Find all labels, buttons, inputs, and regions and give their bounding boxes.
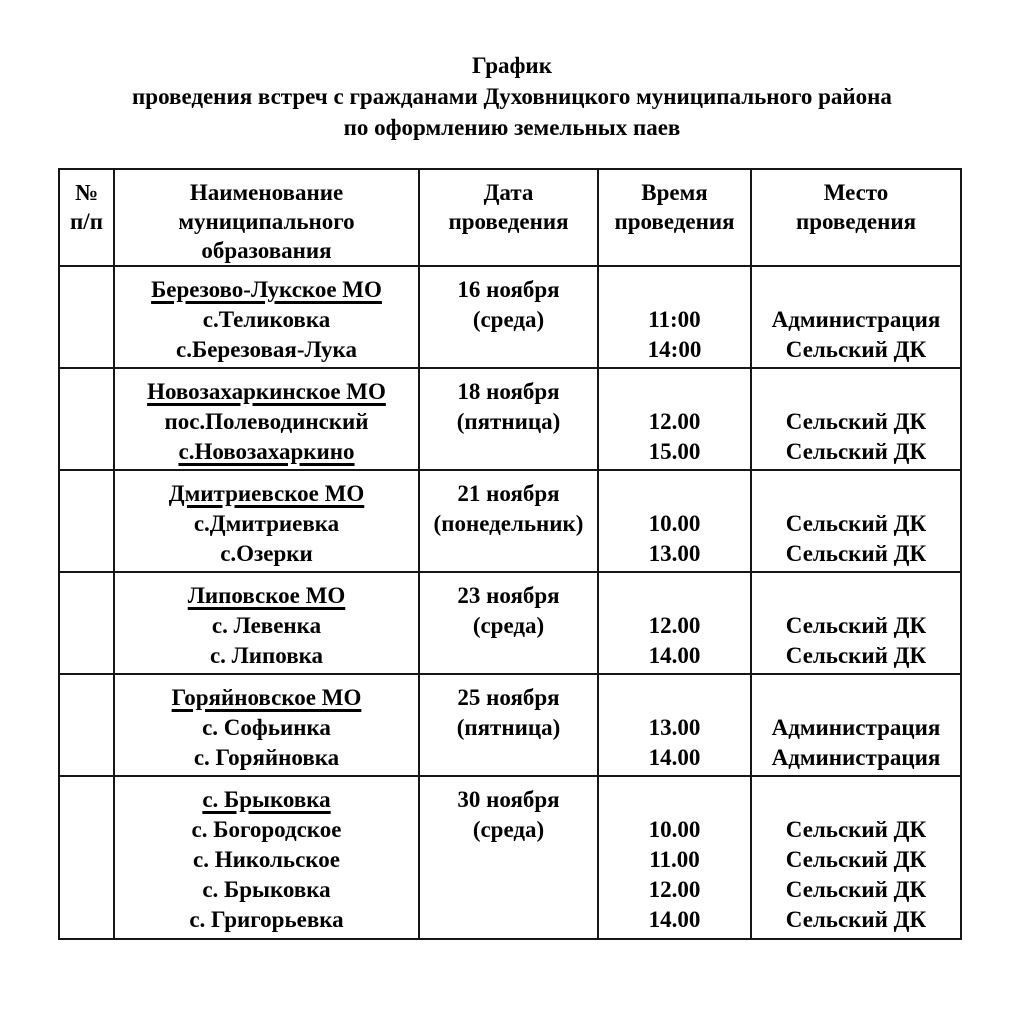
cell-num <box>59 368 114 470</box>
header-cell-num <box>59 169 114 266</box>
cell-place <box>751 674 961 776</box>
cell-date <box>419 368 598 470</box>
cell-num <box>59 572 114 674</box>
place-line: Сельский ДК <box>785 643 927 668</box>
table-row <box>59 674 961 776</box>
time-line: 11.00 <box>649 847 700 872</box>
document-title <box>0 0 1024 143</box>
cell-place <box>751 572 961 674</box>
settlement-line: Дмитриевское МО <box>168 481 365 506</box>
place-line <box>754 581 958 611</box>
cell-num <box>59 470 114 572</box>
table-row <box>59 776 961 939</box>
settlement-line: с. Горяйновка <box>193 745 340 770</box>
cell-name <box>114 470 419 572</box>
date-line: 16 ноября <box>457 277 560 302</box>
header-cell-name <box>114 169 419 266</box>
time-line <box>601 581 748 611</box>
settlement-line: с. Григорьевка <box>189 907 344 932</box>
table-row <box>59 368 961 470</box>
settlement-line: с.Теликовка <box>202 307 331 332</box>
time-line: 12.00 <box>648 877 701 902</box>
cell-num <box>59 776 114 939</box>
settlement-line: с. Брыковка <box>202 787 331 812</box>
settlement-line: с.Озерки <box>220 541 313 566</box>
header-line: Дата <box>483 180 534 205</box>
place-line <box>754 275 958 305</box>
time-line: 10.00 <box>648 817 701 842</box>
time-line <box>601 785 748 815</box>
title-line-3: по оформлению земельных паев <box>343 115 681 140</box>
date-line: (среда) <box>472 613 545 638</box>
table-row <box>59 470 961 572</box>
date-line: (среда) <box>472 817 545 842</box>
header-line: муниципального <box>178 209 355 234</box>
cell-date <box>419 470 598 572</box>
time-line: 14.00 <box>648 745 701 770</box>
place-line <box>754 479 958 509</box>
place-line: Администрация <box>771 745 941 770</box>
cell-num <box>59 674 114 776</box>
cell-name <box>114 776 419 939</box>
cell-place <box>751 368 961 470</box>
date-line: (понедельник) <box>433 511 584 536</box>
time-line: 14.00 <box>648 907 701 932</box>
date-line: 25 ноября <box>457 685 560 710</box>
place-line: Сельский ДК <box>785 541 927 566</box>
time-line: 13.00 <box>648 715 701 740</box>
header-line: Время <box>641 180 708 205</box>
cell-date <box>419 572 598 674</box>
header-line: п/п <box>70 209 103 234</box>
place-line: Сельский ДК <box>785 847 927 872</box>
cell-place <box>751 776 961 939</box>
header-line: Место <box>823 180 889 205</box>
time-line: 12.00 <box>648 409 701 434</box>
settlement-line: с. Никольское <box>193 847 340 872</box>
settlement-line: Новозахаркинское МО <box>147 379 386 404</box>
time-line: 11:00 <box>648 307 701 332</box>
cell-num <box>59 266 114 368</box>
time-line: 15.00 <box>648 439 701 464</box>
cell-place <box>751 266 961 368</box>
cell-date <box>419 674 598 776</box>
date-line: 30 ноября <box>457 787 560 812</box>
schedule-table <box>58 168 962 940</box>
header-cell-date <box>419 169 598 266</box>
header-line: образования <box>201 238 332 263</box>
settlement-line: Липовское МО <box>187 583 346 608</box>
place-line: Сельский ДК <box>785 337 927 362</box>
cell-name <box>114 368 419 470</box>
date-line: 18 ноября <box>457 379 560 404</box>
cell-time <box>598 368 751 470</box>
time-line <box>601 377 748 407</box>
time-line: 14.00 <box>648 643 701 668</box>
cell-date <box>419 266 598 368</box>
time-line: 14:00 <box>647 337 702 362</box>
table-row <box>59 572 961 674</box>
header-line: Наименование <box>189 180 344 205</box>
place-line: Сельский ДК <box>785 817 927 842</box>
time-line: 12.00 <box>648 613 701 638</box>
place-line: Сельский ДК <box>785 613 927 638</box>
place-line: Сельский ДК <box>785 439 927 464</box>
time-line: 13.00 <box>648 541 701 566</box>
place-line <box>754 377 958 407</box>
cell-time <box>598 674 751 776</box>
header-line: проведения <box>795 209 917 234</box>
place-line: Сельский ДК <box>785 877 927 902</box>
place-line: Администрация <box>771 307 941 332</box>
settlement-line: с. Брыковка <box>202 877 331 902</box>
header-cell-place <box>751 169 961 266</box>
date-line: (пятница) <box>456 409 561 434</box>
time-line: 10.00 <box>648 511 701 536</box>
cell-place <box>751 470 961 572</box>
time-line <box>601 275 748 305</box>
place-line <box>754 683 958 713</box>
cell-name <box>114 266 419 368</box>
settlement-line: с.Новозахаркино <box>178 439 355 464</box>
cell-time <box>598 572 751 674</box>
header-line: проведения <box>614 209 735 234</box>
settlement-line: с. Левенка <box>211 613 322 638</box>
table-header-row <box>59 169 961 266</box>
settlement-line: с.Дмитриевка <box>193 511 340 536</box>
place-line: Сельский ДК <box>785 907 927 932</box>
table-row <box>59 266 961 368</box>
place-line <box>754 785 958 815</box>
cell-date <box>419 776 598 939</box>
settlement-line: с. Липовка <box>209 643 324 668</box>
settlement-line: с. Софьинка <box>202 715 331 740</box>
header-cell-time <box>598 169 751 266</box>
cell-time <box>598 776 751 939</box>
header-line: № <box>74 180 99 205</box>
cell-name <box>114 572 419 674</box>
settlement-line: Горяйновское МО <box>171 685 362 710</box>
place-line: Администрация <box>771 715 941 740</box>
title-line-2: проведения встреч с гражданами Духовницкого муниципального района <box>132 84 892 109</box>
place-line: Сельский ДК <box>785 511 927 536</box>
place-line: Сельский ДК <box>785 409 927 434</box>
settlement-line: с. Богородское <box>191 817 342 842</box>
settlement-line: с.Березовая-Лука <box>176 337 357 362</box>
settlement-line: Березово-Лукское МО <box>151 277 382 302</box>
settlement-line: пос.Полеводинский <box>164 409 369 434</box>
cell-time <box>598 470 751 572</box>
cell-time <box>598 266 751 368</box>
cell-name <box>114 674 419 776</box>
time-line <box>601 479 748 509</box>
time-line <box>601 683 748 713</box>
date-line: 21 ноября <box>457 481 560 506</box>
title-line-1: График <box>472 53 552 78</box>
header-line: проведения <box>448 209 569 234</box>
date-line: 23 ноября <box>457 583 560 608</box>
date-line: (пятница) <box>456 715 561 740</box>
date-line: (среда) <box>472 307 545 332</box>
